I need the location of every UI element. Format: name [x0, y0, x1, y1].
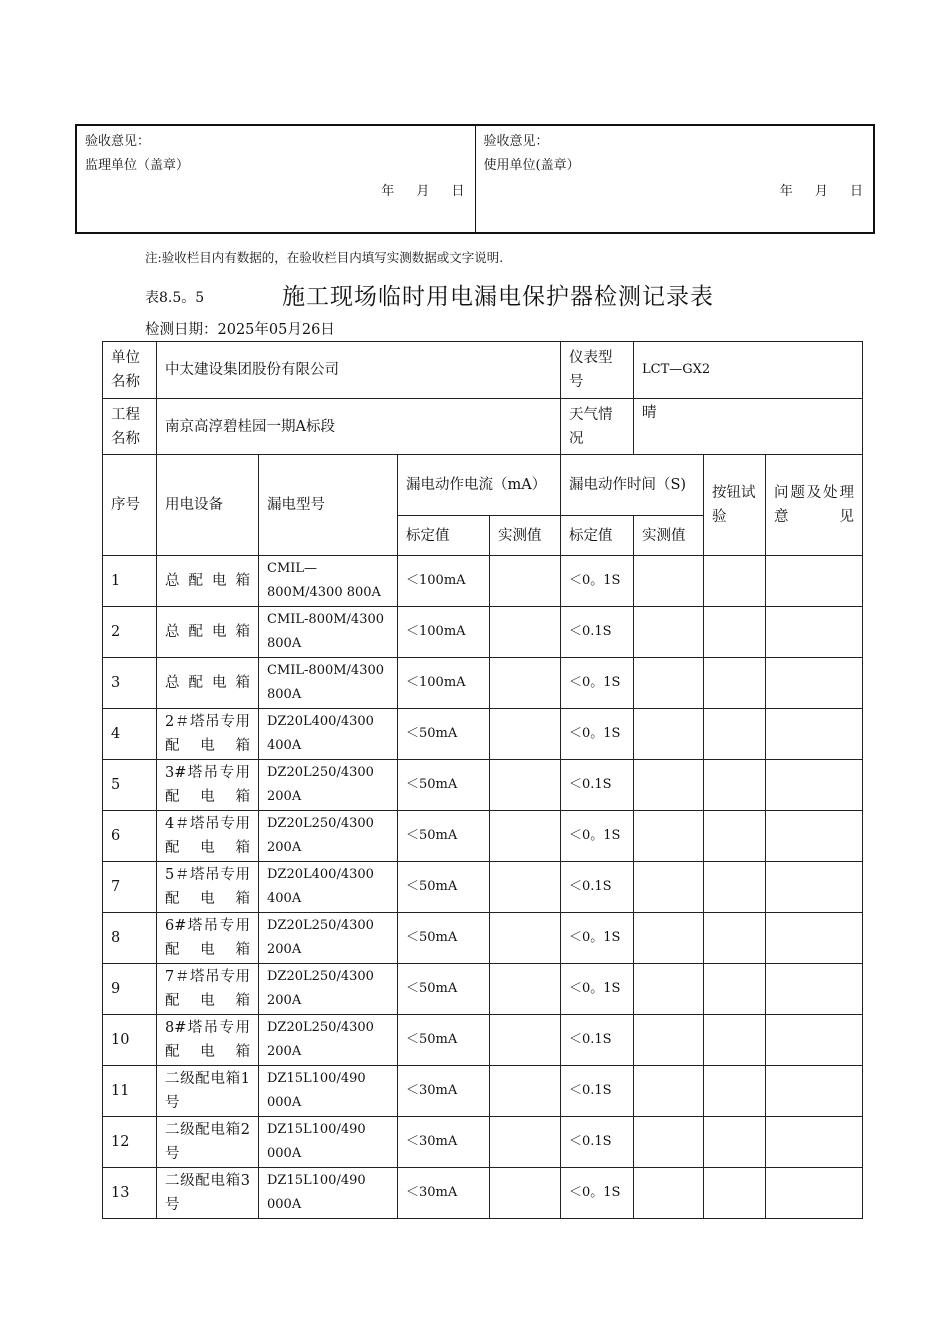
user-unit-label: 使用单位(盖章） [483, 158, 580, 173]
seq-cell: 4 [103, 709, 157, 760]
table-row [103, 658, 863, 709]
button-test-cell [704, 709, 766, 760]
button-test-cell [704, 556, 766, 607]
equipment-cell: 5＃塔吊专用配电箱 [157, 862, 259, 913]
time-rated-cell: ＜0.1S [561, 862, 634, 913]
supervision-approval [77, 126, 475, 232]
current-measured-cell [490, 1168, 561, 1219]
current-rated-cell: ＜50mA [398, 811, 490, 862]
unit-row [103, 342, 863, 399]
table-row [103, 709, 863, 760]
button-test-cell [704, 1168, 766, 1219]
remarks-cell [766, 862, 863, 913]
model-cell: CMIL-800M/4300 800A [259, 607, 398, 658]
time-measured-cell [634, 1066, 704, 1117]
table-row [103, 811, 863, 862]
table-row [103, 1015, 863, 1066]
current-measured-cell [490, 709, 561, 760]
table-row [103, 607, 863, 658]
current-measured-cell [490, 760, 561, 811]
current-measured-cell [490, 1066, 561, 1117]
button-test-cell [704, 607, 766, 658]
approval-box [75, 124, 875, 234]
page-title: 施工现场临时用电漏电保护器检测记录表 [282, 284, 714, 310]
time-measured-cell [634, 556, 704, 607]
equipment-cell: 7＃塔吊专用配电箱 [157, 964, 259, 1015]
model-cell: DZ15L100/490 000A [259, 1066, 398, 1117]
seq-cell: 1 [103, 556, 157, 607]
inspection-table [102, 341, 863, 1219]
time-rated-header: 标定值 [561, 516, 634, 556]
seq-cell: 8 [103, 913, 157, 964]
seq-cell: 11 [103, 1066, 157, 1117]
table-row [103, 913, 863, 964]
current-measured-cell [490, 658, 561, 709]
remarks-cell [766, 811, 863, 862]
time-rated-cell: ＜0。1S [561, 1168, 634, 1219]
approval-date: 年 月 日 [381, 184, 467, 199]
model-cell: CMIL-800M/4300 800A [259, 658, 398, 709]
equipment-header: 用电设备 [157, 455, 259, 556]
approval-opinion-label: 验收意见： [483, 134, 549, 149]
unit-label: 单位名称 [103, 342, 157, 399]
current-rated-header: 标定值 [398, 516, 490, 556]
remarks-cell [766, 658, 863, 709]
weather-value: 晴 [634, 399, 863, 455]
seq-cell: 2 [103, 607, 157, 658]
seq-cell: 12 [103, 1117, 157, 1168]
button-test-cell [704, 1015, 766, 1066]
time-measured-cell [634, 913, 704, 964]
button-test-cell [704, 913, 766, 964]
button-test-header: 按钮试验 [704, 455, 766, 556]
remarks-cell [766, 1117, 863, 1168]
time-rated-cell: ＜0.1S [561, 760, 634, 811]
current-header: 漏电动作电流（mA） [398, 455, 561, 516]
button-test-cell [704, 658, 766, 709]
remarks-cell [766, 709, 863, 760]
equipment-cell: 二级配电箱2号 [157, 1117, 259, 1168]
project-value: 南京高淳碧桂园一期A标段 [157, 399, 561, 455]
button-test-cell [704, 964, 766, 1015]
approval-opinion-label: 验收意见： [85, 134, 151, 149]
time-measured-cell [634, 658, 704, 709]
meter-value: LCT—GX2 [634, 342, 863, 399]
time-measured-cell [634, 964, 704, 1015]
time-rated-cell: ＜0.1S [561, 607, 634, 658]
time-rated-cell: ＜0.1S [561, 1117, 634, 1168]
model-cell: DZ20L400/4300 400A [259, 709, 398, 760]
time-measured-cell [634, 1117, 704, 1168]
current-rated-cell: ＜100mA [398, 556, 490, 607]
project-row [103, 399, 863, 455]
seq-cell: 13 [103, 1168, 157, 1219]
table-row [103, 964, 863, 1015]
approval-date: 年 月 日 [779, 184, 865, 199]
seq-header: 序号 [103, 455, 157, 556]
current-rated-cell: ＜50mA [398, 913, 490, 964]
model-cell: DZ20L250/4300 200A [259, 760, 398, 811]
equipment-cell: 总配电箱 [157, 556, 259, 607]
table-row [103, 862, 863, 913]
seq-cell: 3 [103, 658, 157, 709]
user-approval [475, 126, 874, 232]
time-rated-cell: ＜0。1S [561, 811, 634, 862]
table-row [103, 556, 863, 607]
current-rated-cell: ＜50mA [398, 964, 490, 1015]
current-measured-cell [490, 1015, 561, 1066]
time-measured-cell [634, 607, 704, 658]
button-test-cell [704, 862, 766, 913]
current-rated-cell: ＜50mA [398, 709, 490, 760]
time-measured-cell [634, 862, 704, 913]
remarks-header: 问题及处理意见 [766, 455, 863, 556]
time-rated-cell: ＜0。1S [561, 658, 634, 709]
time-rated-cell: ＜0。1S [561, 709, 634, 760]
seq-cell: 6 [103, 811, 157, 862]
current-rated-cell: ＜50mA [398, 1015, 490, 1066]
remarks-cell [766, 1066, 863, 1117]
remarks-cell [766, 1168, 863, 1219]
seq-cell: 5 [103, 760, 157, 811]
time-rated-cell: ＜0。1S [561, 964, 634, 1015]
time-rated-cell: ＜0.1S [561, 1015, 634, 1066]
supervision-unit-label: 监理单位（盖章） [85, 158, 190, 173]
remarks-cell [766, 1015, 863, 1066]
weather-label: 天气情况 [561, 399, 634, 455]
time-measured-header: 实测值 [634, 516, 704, 556]
current-rated-cell: ＜50mA [398, 862, 490, 913]
model-cell: DZ15L100/490 000A [259, 1168, 398, 1219]
seq-cell: 9 [103, 964, 157, 1015]
current-rated-cell: ＜100mA [398, 658, 490, 709]
model-cell: DZ20L400/4300 400A [259, 862, 398, 913]
remarks-cell [766, 964, 863, 1015]
model-cell: DZ20L250/4300 200A [259, 1015, 398, 1066]
button-test-cell [704, 1117, 766, 1168]
remarks-cell [766, 607, 863, 658]
current-rated-cell: ＜100mA [398, 607, 490, 658]
remarks-cell [766, 556, 863, 607]
current-measured-header: 实测值 [490, 516, 561, 556]
current-rated-cell: ＜30mA [398, 1117, 490, 1168]
table-row [103, 760, 863, 811]
seq-cell: 10 [103, 1015, 157, 1066]
header-row [103, 455, 863, 516]
table-row [103, 1168, 863, 1219]
time-measured-cell [634, 760, 704, 811]
equipment-cell: 8#塔吊专用配电箱 [157, 1015, 259, 1066]
time-measured-cell [634, 709, 704, 760]
remarks-cell [766, 913, 863, 964]
button-test-cell [704, 760, 766, 811]
model-cell: DZ20L250/4300 200A [259, 913, 398, 964]
project-label: 工程名称 [103, 399, 157, 455]
equipment-cell: 总配电箱 [157, 658, 259, 709]
button-test-cell [704, 811, 766, 862]
current-rated-cell: ＜50mA [398, 760, 490, 811]
meter-label: 仪表型号 [561, 342, 634, 399]
time-header: 漏电动作时间（S) [561, 455, 704, 516]
equipment-cell: 3#塔吊专用配电箱 [157, 760, 259, 811]
equipment-cell: 4＃塔吊专用配电箱 [157, 811, 259, 862]
model-cell: DZ15L100/490 000A [259, 1117, 398, 1168]
remarks-cell [766, 760, 863, 811]
current-rated-cell: ＜30mA [398, 1168, 490, 1219]
equipment-cell: 2＃塔吊专用配电箱 [157, 709, 259, 760]
model-cell: CMIL—800M/4300 800A [259, 556, 398, 607]
equipment-cell: 总配电箱 [157, 607, 259, 658]
seq-cell: 7 [103, 862, 157, 913]
equipment-cell: 6#塔吊专用配电箱 [157, 913, 259, 964]
time-measured-cell [634, 1015, 704, 1066]
equipment-cell: 二级配电箱3号 [157, 1168, 259, 1219]
unit-value: 中太建设集团股份有限公司 [157, 342, 561, 399]
table-row [103, 1066, 863, 1117]
current-measured-cell [490, 913, 561, 964]
model-cell: DZ20L250/4300 200A [259, 964, 398, 1015]
current-measured-cell [490, 556, 561, 607]
button-test-cell [704, 1066, 766, 1117]
current-measured-cell [490, 1117, 561, 1168]
current-measured-cell [490, 811, 561, 862]
note: 注:验收栏目内有数据的，在验收栏目内填写实测数据或文字说明. [145, 250, 504, 265]
current-measured-cell [490, 964, 561, 1015]
model-cell: DZ20L250/4300 200A [259, 811, 398, 862]
current-measured-cell [490, 862, 561, 913]
table-row [103, 1117, 863, 1168]
test-date: 检测日期：2025年05月26日 [145, 322, 335, 338]
table-number: 表8.5。5 [145, 290, 205, 306]
time-rated-cell: ＜0.1S [561, 1066, 634, 1117]
time-measured-cell [634, 1168, 704, 1219]
time-measured-cell [634, 811, 704, 862]
time-rated-cell: ＜0。1S [561, 913, 634, 964]
current-rated-cell: ＜30mA [398, 1066, 490, 1117]
model-header: 漏电型号 [259, 455, 398, 556]
current-measured-cell [490, 607, 561, 658]
equipment-cell: 二级配电箱1号 [157, 1066, 259, 1117]
time-rated-cell: ＜0。1S [561, 556, 634, 607]
